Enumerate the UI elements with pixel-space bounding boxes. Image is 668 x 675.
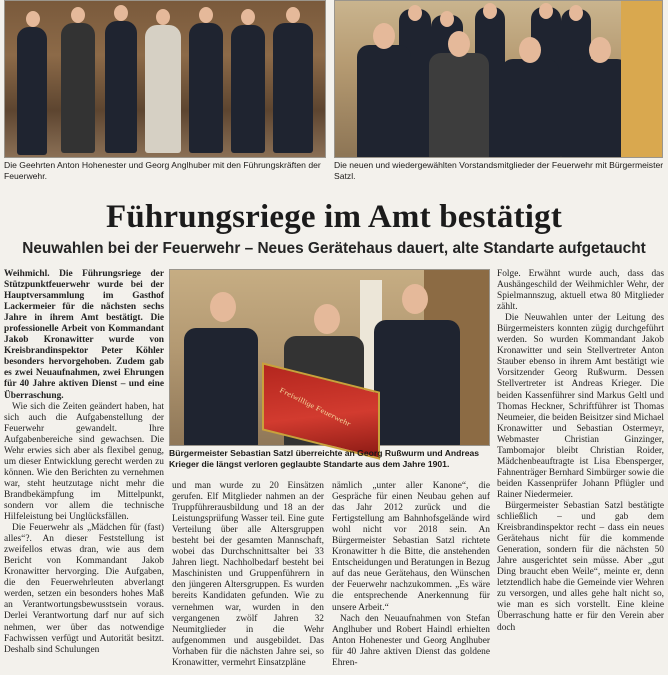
article-headline: Führungsriege im Amt bestätigt: [105, 199, 563, 235]
article-paragraph: Die Neuwahlen unter der Leitung des Bürgermeisters konnten zügig durchgeführt werden. So wurden Kommandant Jakob Kronawitter und sein Stellvertreter Anton Stauber ebenso in ihrem Amt bestätigt wie Vorsitzender Georg Rußwurm. Dessen Stellvertreter ist Andreas Krieger. Die beiden Kassenführer sind Markus Geltl und Thomas Heckner, Schriftführer ist Thomas Neumeier, die beiden Beisitzer sind Michael Kronawitter und Sebastian Ostermeyr, Webmaster Christian Ginzinger, Tambomajor bleibt Christian Roider, Mädchenbeauftragte ist Lisa Ebensperger, Fahnenträger Bernhard Simbürger sowie die beiden Kassenprüfer Johann Pflügler und Rainer Niedermeier.: [497, 313, 664, 500]
article-paragraph: nämlich „unter aller Kanone“, die Gespräche für einen Neubau gehen auf das Jahr 2012 zurück und die Fertigstellung am Bahnhofsgelände wird wohl nicht vor 2018 sein. An Bürgermeister Sebastian Satzl richtete Kronawitter h die Bitte, die anstehenden Entscheidungen und Beratungen in Bezug auf das neue Gerätehaus, den Wünschen der Feuerwehr nachzukommen. „Es wäre die entsprechende Anerkennung für unsere Arbeit.“: [332, 481, 490, 613]
article-column-3: [332, 481, 490, 669]
article-subheadline: Neuwahlen bei der Feuerwehr – Neues Gerätehaus dauert, alte Standarte aufgetaucht: [22, 240, 646, 257]
article-paragraph: Nach den Neuaufnahmen von Stefan Anglhuber und Robert Haindl erhielten Anton Hohenester und Georg Anglhuber für 40 Jahre aktiven Dienst das goldene Ehren-: [332, 613, 490, 668]
article-paragraph: Wie sich die Zeiten geändert haben, hat sich auch die Aufgabenstellung der Feuerwehr gewandelt. Ihre Aufgabenbereiche sind gewachsen. Die Wehr erwies sich aber als flexibel genug, um dieser Entwicklung gerecht werden zu können. Wie den Berichten zu vernehmen war, steht heutzutage nicht mehr die Brandbekämpfung im Mittelpunkt, sondern vor allem die technische Hilfeleistung bei Unglücksfällen.: [4, 401, 164, 523]
article-paragraph: Folge. Erwähnt wurde auch, dass das Aushängeschild der Weihmichler Wehr, der Spielmannszug, aktuell etwa 80 Mitglieder zählt.: [497, 269, 664, 313]
article-column-4: [497, 269, 664, 634]
article-column-1: [4, 269, 164, 656]
article-paragraph: Die Feuerwehr als „Mädchen für (fast) alles“?. An dieser Feststellung ist zweifellos etwas dran, wie aus dem Bericht von Kommandant Jakob Kronawitter hervorging. Die Aufgaben, die den Feuerwehrleuten abverlangt werden, setzen ein besonders hohes Maß an Verantwortungsbewusstsein voraus. Derlei Verantwortung darf nur auf sich nehmen, wer über das notwendige Fachwissen verfügt und Autorität besitzt. Deshalb sind Schulungen: [4, 523, 164, 655]
caption-board-members: Die neuen und wiedergewählten Vorstandsmitglieder der Feuerwehr mit Bürgermeister Satzl.: [334, 160, 664, 181]
article-lead: Weihmichl. Die Führungsriege der Stützpunktfeuerwehr wurde bei der Hauptversammlung im Gasthof Lackermeier für die nächsten sechs Jahre in ihrem Amt bestätigt. Die professionelle Arbeit von Kommandant Jakob Kronawitter wurde von Kreisbrandinspektor Peter Köhler besonders hervorgehoben. Zudem gab es zwei Neuaufnahmen, zwei Ehrungen für 40 Jahre aktiven Dienst – und eine Überraschung.: [4, 269, 164, 401]
flag-lettering: Freiwillige Feuerwehr: [278, 385, 352, 429]
caption-standard-handover: Bürgermeister Sebastian Satzl überreichte an Georg Rußwurm und Andreas Krieger die längst verloren geglaubte Standarte aus dem Jahre 1901.: [169, 448, 480, 469]
article-paragraph: Bürgermeister Sebastian Satzl bestätigte schließlich – und gab dem Kreisbrandinspektor recht – dass ein neues Gerätehaus nicht für die kommende Generation, sondern für die nächsten 50 Jahre ausgerichtet sein müsse. Aber „gut Ding braucht eben Weile“, meinte er, denn letztendlich habe die Gemeinde vier Wehren zu versorgen, und alles gehe halt nicht so, wie man es sich vorstellt. Eine kleine Überraschung hatte er für den Verein aber doch: [497, 500, 664, 633]
article-column-2: [172, 481, 324, 669]
caption-honorees: Die Geehrten Anton Hohenester und Georg Anglhuber mit den Führungskräften der Feuerwehr.: [4, 160, 321, 181]
article-paragraph: und man wurde zu 20 Einsätzen gerufen. Elf Mitglieder nahmen an der Truppführerausbildung und 18 an der Leistungsprüfung Wasser teil. Eine gute Verteilung über alle Altersgruppen besteht bei der gesamten Mannschaft, wobei das Durchschnittsalter bei 33 Jahren liegt. Nachholbedarf besteht bei Maschinisten und Gruppenführern in den jüngeren Altersgruppen. Es wurden bereits Kandidaten gefunden. Wie zu vernehmen war, wurden in den vergangenen zwölf Jahren 32 Neumitglieder in die Wehr aufgenommen und ausgebildet. Das Vorhaben für die nächsten Jahre sei, so Kronawitter, vermehrt Einsatzpläne: [172, 481, 324, 668]
photo-honorees: [4, 0, 326, 158]
photo-board-members: [334, 0, 663, 158]
